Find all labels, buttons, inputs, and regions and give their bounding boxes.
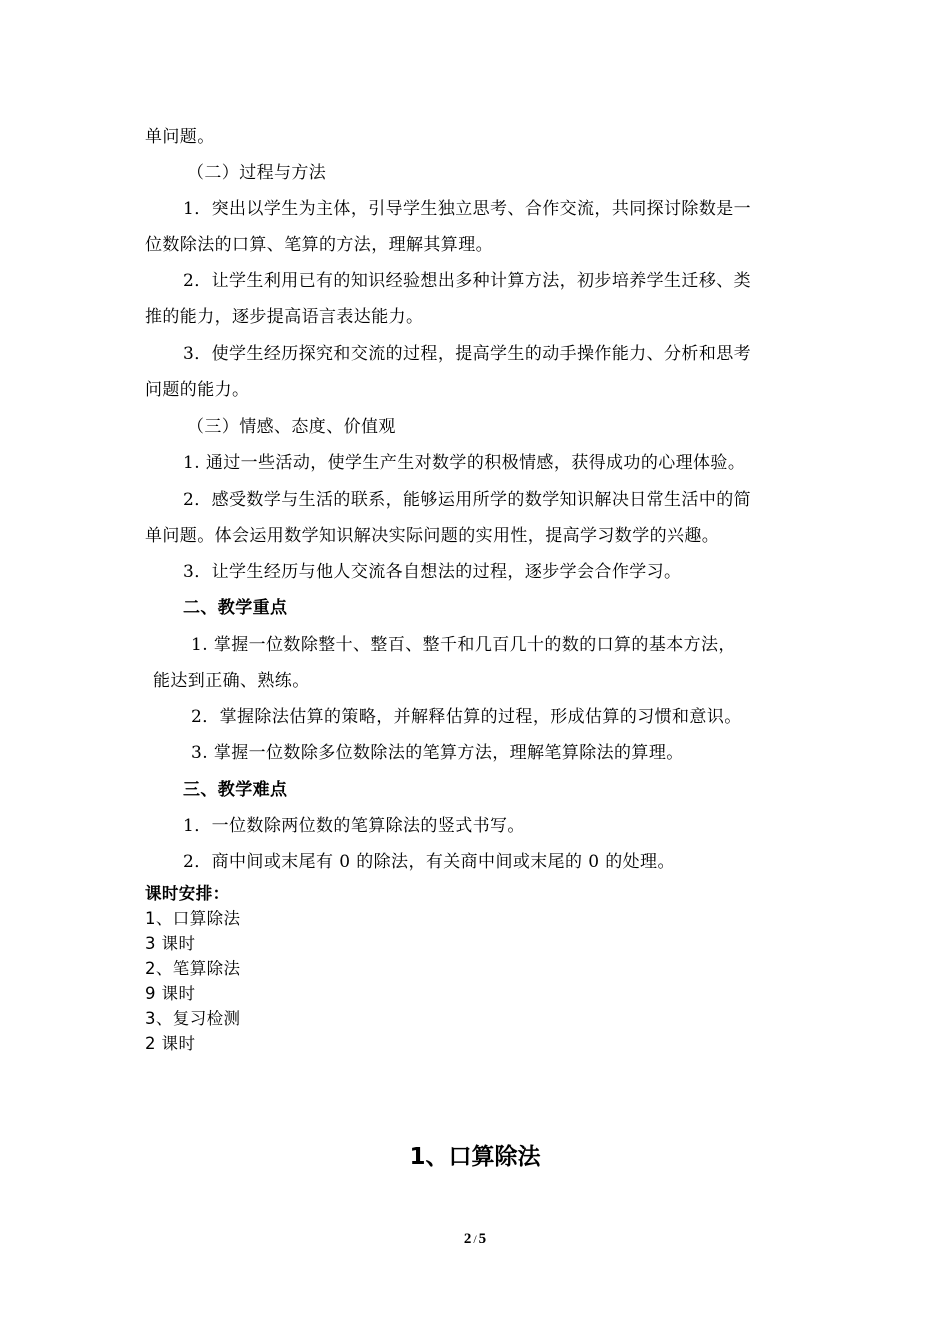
- schedule-line: 9 课时: [145, 984, 196, 1003]
- emotion-item-2-line-2: 单问题。体会运用数学知识解决实际问题的实用性，提高学习数学的兴趣。: [145, 526, 720, 546]
- schedule-line: 2、笔算除法: [145, 959, 241, 978]
- section-heading-emotion-attitude: （三）情感、态度、价值观: [187, 417, 396, 437]
- schedule-line: 2 课时: [145, 1034, 196, 1053]
- section-title: 1、口算除法: [409, 1144, 541, 1170]
- key-points-item-1-line-1: 1. 掌握一位数除整十、整百、整千和几百几十的数的口算的基本方法，: [191, 635, 736, 655]
- process-item-1-line-2: 位数除法的口算、笔算的方法，理解其算理。: [145, 235, 493, 255]
- schedule-line: 1、口算除法: [145, 909, 241, 928]
- schedule-heading: 课时安排：: [145, 884, 230, 903]
- process-item-2-line-1: 2．让学生利用已有的知识经验想出多种计算方法，初步培养学生迁移、类: [183, 271, 752, 291]
- process-item-1-line-1: 1．突出以学生为主体，引导学生独立思考、合作交流，共同探讨除数是一: [183, 199, 752, 219]
- key-points-heading: 二、教学重点: [183, 598, 288, 618]
- key-points-item-1-line-2: 能达到正确、熟练。: [153, 671, 310, 691]
- schedule-line: 3 课时: [145, 934, 196, 953]
- page-number: [0, 1229, 950, 1249]
- difficulties-item-2: 2．商中间或末尾有 0 的除法，有关商中间或末尾的 0 的处理。: [183, 852, 675, 872]
- emotion-item-2-line-1: 2．感受数学与生活的联系，能够运用所学的数学知识解决日常生活中的简: [183, 490, 752, 510]
- page-number-total: 5: [478, 1231, 487, 1247]
- process-item-2-line-2: 推的能力，逐步提高语言表达能力。: [145, 307, 424, 327]
- page-number-separator: /: [473, 1232, 477, 1246]
- section-heading-process-method: （二）过程与方法: [187, 163, 327, 183]
- emotion-item-3: 3．让学生经历与他人交流各自想法的过程，逐步学会合作学习。: [183, 562, 682, 582]
- difficulties-item-1: 1．一位数除两位数的笔算除法的竖式书写。: [183, 816, 525, 836]
- key-points-item-2: 2．掌握除法估算的策略，并解释估算的过程，形成估算的习惯和意识。: [191, 707, 742, 727]
- process-item-3-line-1: 3．使学生经历探究和交流的过程，提高学生的动手操作能力、分析和思考: [183, 344, 752, 364]
- emotion-item-1: 1. 通过一些活动，使学生产生对数学的积极情感，获得成功的心理体验。: [183, 453, 746, 473]
- page-number-current: 2: [463, 1231, 472, 1247]
- paragraph-continuation: 单问题。: [145, 127, 215, 147]
- schedule-line: 3、复习检测: [145, 1009, 241, 1028]
- key-points-item-3: 3. 掌握一位数除多位数除法的笔算方法，理解笔算除法的算理。: [191, 743, 684, 763]
- difficulties-heading: 三、教学难点: [183, 780, 288, 800]
- process-item-3-line-2: 问题的能力。: [145, 380, 250, 400]
